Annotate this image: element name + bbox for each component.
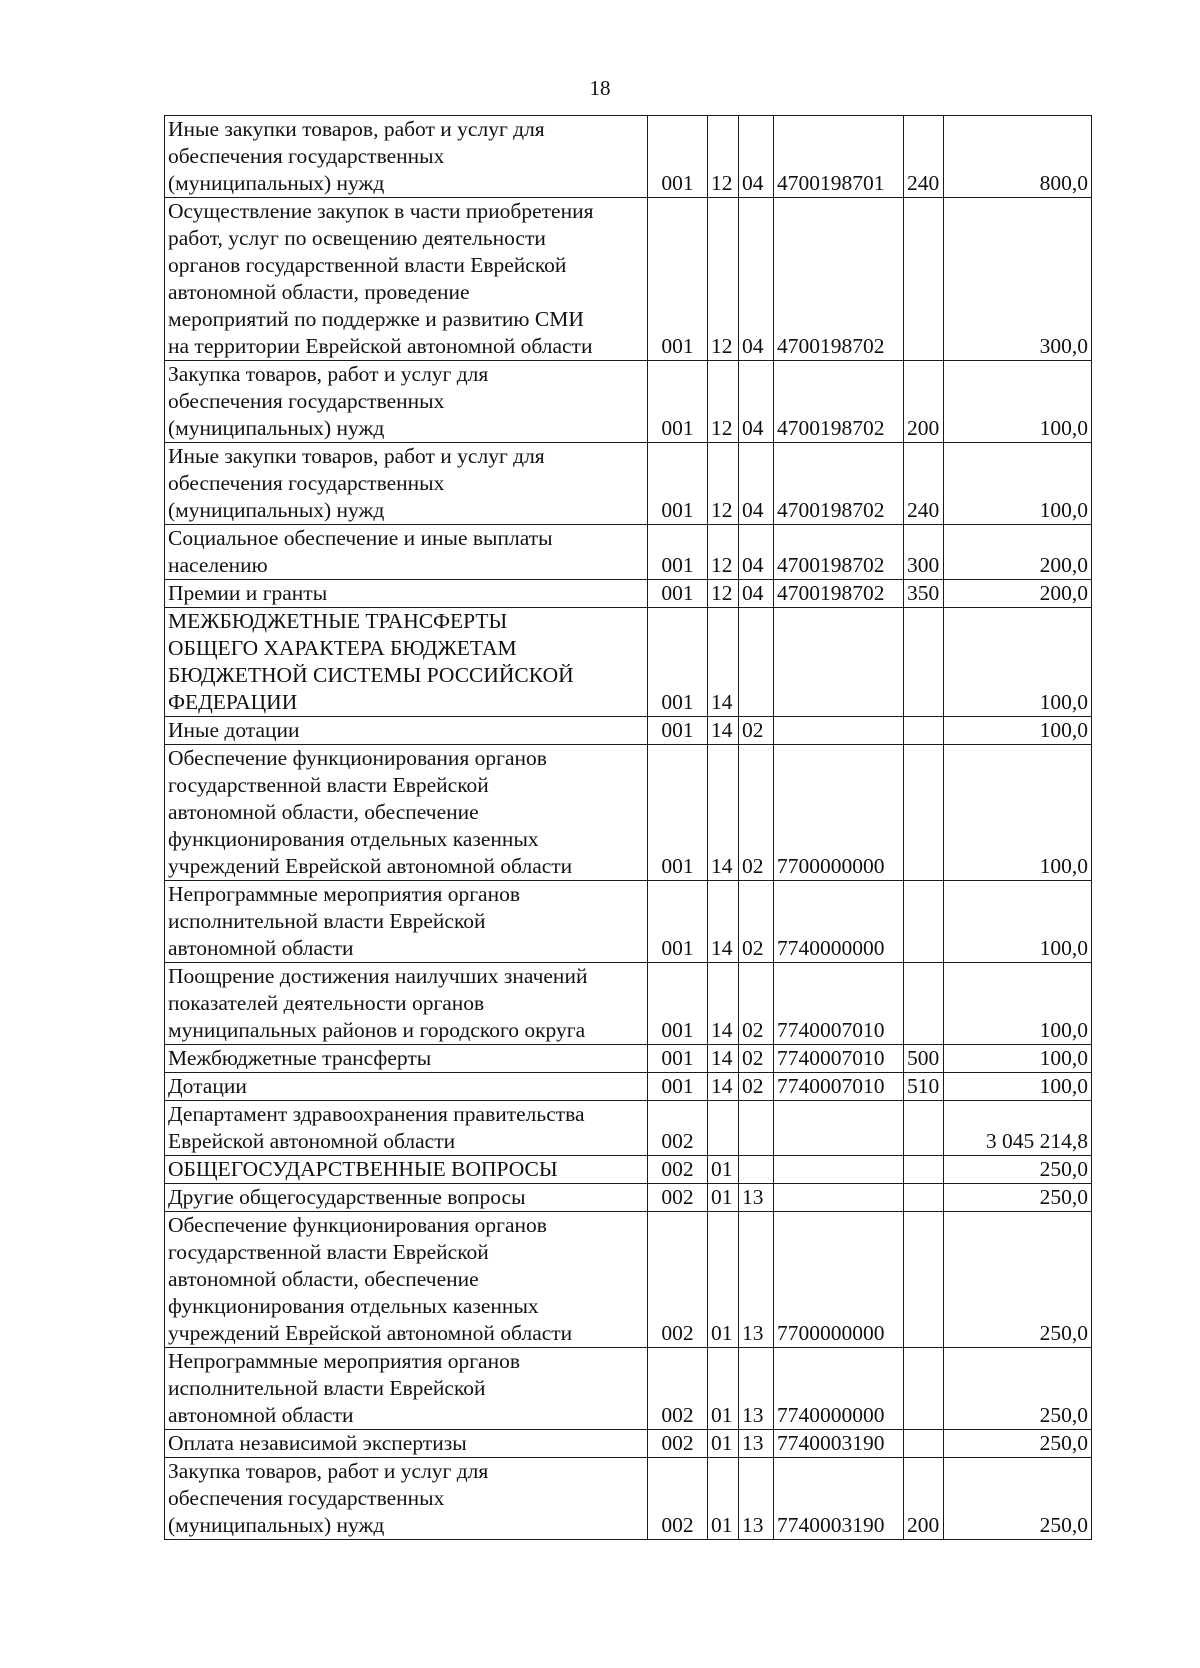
table-row bbox=[165, 1184, 1092, 1212]
cell-code: 001 bbox=[648, 963, 708, 1045]
cell-expense-type: 500 bbox=[904, 1045, 944, 1073]
cell-name-line: автономной области, обеспечение bbox=[168, 1267, 479, 1291]
cell-target-article: 7740000000 bbox=[774, 881, 904, 963]
cell-code: 001 bbox=[648, 881, 708, 963]
cell-target-article bbox=[774, 608, 904, 717]
cell-subsection: 04 bbox=[739, 198, 774, 361]
cell-expense-type bbox=[904, 198, 944, 361]
cell-amount: 250,0 bbox=[944, 1184, 1092, 1212]
cell-name bbox=[165, 1156, 648, 1184]
cell-target-article: 4700198702 bbox=[774, 525, 904, 580]
cell-section: 01 bbox=[708, 1430, 739, 1458]
cell-name-line: Поощрение достижения наилучших значений bbox=[168, 964, 588, 988]
cell-subsection: 13 bbox=[739, 1184, 774, 1212]
cell-name bbox=[165, 361, 648, 443]
cell-section: 12 bbox=[708, 580, 739, 608]
cell-name-line: мероприятий по поддержке и развитию СМИ bbox=[168, 307, 584, 331]
cell-section: 12 bbox=[708, 361, 739, 443]
cell-name-line: БЮДЖЕТНОЙ СИСТЕМЫ РОССИЙСКОЙ bbox=[168, 663, 574, 687]
cell-code: 002 bbox=[648, 1430, 708, 1458]
cell-expense-type bbox=[904, 1156, 944, 1184]
table-row bbox=[165, 608, 1092, 717]
cell-amount: 100,0 bbox=[944, 443, 1092, 525]
cell-name bbox=[165, 745, 648, 881]
table-row bbox=[165, 1156, 1092, 1184]
cell-name-line: Департамент здравоохранения правительства bbox=[168, 1102, 585, 1126]
cell-code: 002 bbox=[648, 1101, 708, 1156]
cell-expense-type: 240 bbox=[904, 443, 944, 525]
cell-section: 12 bbox=[708, 116, 739, 198]
cell-name-line: Межбюджетные трансферты bbox=[168, 1046, 432, 1070]
cell-expense-type bbox=[904, 1348, 944, 1430]
cell-target-article: 7740003190 bbox=[774, 1430, 904, 1458]
cell-name-line: Дотации bbox=[168, 1074, 247, 1098]
cell-amount: 100,0 bbox=[944, 717, 1092, 745]
cell-name bbox=[165, 116, 648, 198]
cell-subsection: 02 bbox=[739, 745, 774, 881]
cell-subsection: 04 bbox=[739, 443, 774, 525]
cell-code: 001 bbox=[648, 745, 708, 881]
cell-expense-type bbox=[904, 608, 944, 717]
cell-expense-type: 240 bbox=[904, 116, 944, 198]
cell-subsection: 02 bbox=[739, 1045, 774, 1073]
cell-name bbox=[165, 443, 648, 525]
cell-target-article: 4700198702 bbox=[774, 443, 904, 525]
cell-code: 001 bbox=[648, 116, 708, 198]
cell-amount: 100,0 bbox=[944, 881, 1092, 963]
cell-name-line: Закупка товаров, работ и услуг для bbox=[168, 1459, 489, 1483]
cell-name-line: на территории Еврейской автономной области bbox=[168, 334, 593, 358]
table-row bbox=[165, 745, 1092, 881]
cell-name bbox=[165, 1073, 648, 1101]
cell-section: 12 bbox=[708, 198, 739, 361]
cell-amount: 100,0 bbox=[944, 1073, 1092, 1101]
cell-code: 001 bbox=[648, 717, 708, 745]
cell-target-article bbox=[774, 717, 904, 745]
cell-name bbox=[165, 1101, 648, 1156]
cell-subsection: 04 bbox=[739, 525, 774, 580]
cell-expense-type: 200 bbox=[904, 1458, 944, 1540]
cell-name bbox=[165, 1184, 648, 1212]
cell-amount: 100,0 bbox=[944, 608, 1092, 717]
cell-code: 001 bbox=[648, 1073, 708, 1101]
table-row bbox=[165, 881, 1092, 963]
cell-subsection: 13 bbox=[739, 1458, 774, 1540]
cell-amount: 100,0 bbox=[944, 1045, 1092, 1073]
cell-target-article: 7700000000 bbox=[774, 1212, 904, 1348]
cell-code: 001 bbox=[648, 198, 708, 361]
cell-name bbox=[165, 1430, 648, 1458]
cell-section: 01 bbox=[708, 1458, 739, 1540]
cell-amount: 100,0 bbox=[944, 963, 1092, 1045]
cell-name bbox=[165, 198, 648, 361]
table-row bbox=[165, 361, 1092, 443]
cell-name-line: автономной области bbox=[168, 1403, 354, 1427]
cell-subsection: 02 bbox=[739, 963, 774, 1045]
cell-name-line: МЕЖБЮДЖЕТНЫЕ ТРАНСФЕРТЫ bbox=[168, 609, 508, 633]
table-row bbox=[165, 116, 1092, 198]
cell-subsection: 04 bbox=[739, 580, 774, 608]
cell-name-line: учреждений Еврейской автономной области bbox=[168, 854, 573, 878]
cell-section: 01 bbox=[708, 1348, 739, 1430]
cell-name-line: работ, услуг по освещению деятельности bbox=[168, 226, 546, 250]
cell-expense-type bbox=[904, 963, 944, 1045]
cell-expense-type: 200 bbox=[904, 361, 944, 443]
cell-section: 14 bbox=[708, 1073, 739, 1101]
cell-name-line: ФЕДЕРАЦИИ bbox=[168, 690, 298, 714]
cell-subsection: 02 bbox=[739, 1073, 774, 1101]
cell-target-article: 4700198702 bbox=[774, 198, 904, 361]
cell-name-line: населению bbox=[168, 553, 268, 577]
cell-amount: 3 045 214,8 bbox=[944, 1101, 1092, 1156]
cell-amount: 800,0 bbox=[944, 116, 1092, 198]
cell-target-article: 7740007010 bbox=[774, 1073, 904, 1101]
cell-target-article bbox=[774, 1184, 904, 1212]
cell-subsection: 02 bbox=[739, 717, 774, 745]
cell-name-line: Оплата независимой экспертизы bbox=[168, 1431, 467, 1455]
cell-expense-type: 510 bbox=[904, 1073, 944, 1101]
cell-name-line: государственной власти Еврейской bbox=[168, 773, 489, 797]
cell-amount: 250,0 bbox=[944, 1156, 1092, 1184]
cell-amount: 250,0 bbox=[944, 1430, 1092, 1458]
cell-target-article: 7740003190 bbox=[774, 1458, 904, 1540]
cell-section bbox=[708, 1101, 739, 1156]
cell-name-line: Обеспечение функционирования органов bbox=[168, 746, 547, 770]
cell-section: 12 bbox=[708, 443, 739, 525]
cell-name-line: органов государственной власти Еврейской bbox=[168, 253, 567, 277]
cell-name-line: Социальное обеспечение и иные выплаты bbox=[168, 526, 553, 550]
table-row bbox=[165, 1101, 1092, 1156]
cell-name-line: государственной власти Еврейской bbox=[168, 1240, 489, 1264]
cell-name-line: обеспечения государственных bbox=[168, 389, 445, 413]
cell-code: 002 bbox=[648, 1156, 708, 1184]
cell-target-article: 4700198702 bbox=[774, 361, 904, 443]
cell-expense-type bbox=[904, 1184, 944, 1212]
cell-subsection: 04 bbox=[739, 116, 774, 198]
table-row bbox=[165, 443, 1092, 525]
table-row bbox=[165, 198, 1092, 361]
cell-target-article: 7740007010 bbox=[774, 963, 904, 1045]
cell-name bbox=[165, 881, 648, 963]
cell-name-line: Другие общегосударственные вопросы bbox=[168, 1185, 526, 1209]
cell-subsection: 04 bbox=[739, 361, 774, 443]
cell-section: 01 bbox=[708, 1156, 739, 1184]
cell-amount: 250,0 bbox=[944, 1348, 1092, 1430]
cell-section: 14 bbox=[708, 1045, 739, 1073]
cell-name-line: ОБЩЕГОСУДАРСТВЕННЫЕ ВОПРОСЫ bbox=[168, 1157, 558, 1181]
cell-amount: 250,0 bbox=[944, 1458, 1092, 1540]
cell-section: 01 bbox=[708, 1212, 739, 1348]
cell-expense-type bbox=[904, 1430, 944, 1458]
cell-name-line: обеспечения государственных bbox=[168, 471, 445, 495]
cell-name-line: функционирования отдельных казенных bbox=[168, 1294, 539, 1318]
cell-name bbox=[165, 1458, 648, 1540]
cell-code: 001 bbox=[648, 361, 708, 443]
cell-section: 14 bbox=[708, 745, 739, 881]
cell-name-line: Непрограммные мероприятия органов bbox=[168, 882, 520, 906]
cell-subsection bbox=[739, 1156, 774, 1184]
cell-subsection bbox=[739, 608, 774, 717]
cell-name-line: Премии и гранты bbox=[168, 581, 328, 605]
cell-name-line: исполнительной власти Еврейской bbox=[168, 1376, 486, 1400]
cell-name bbox=[165, 525, 648, 580]
cell-amount: 100,0 bbox=[944, 361, 1092, 443]
cell-name bbox=[165, 1045, 648, 1073]
cell-name-line: учреждений Еврейской автономной области bbox=[168, 1321, 573, 1345]
cell-name bbox=[165, 1348, 648, 1430]
cell-section: 01 bbox=[708, 1184, 739, 1212]
cell-subsection: 02 bbox=[739, 881, 774, 963]
cell-name-line: Закупка товаров, работ и услуг для bbox=[168, 362, 489, 386]
table-row bbox=[165, 1212, 1092, 1348]
cell-name-line: (муниципальных) нужд bbox=[168, 498, 385, 522]
cell-code: 001 bbox=[648, 525, 708, 580]
cell-code: 001 bbox=[648, 1045, 708, 1073]
cell-name-line: функционирования отдельных казенных bbox=[168, 827, 539, 851]
cell-target-article: 7740007010 bbox=[774, 1045, 904, 1073]
page-number: 18 bbox=[589, 76, 611, 100]
cell-subsection: 13 bbox=[739, 1212, 774, 1348]
cell-expense-type bbox=[904, 717, 944, 745]
cell-amount: 200,0 bbox=[944, 525, 1092, 580]
cell-target-article: 7740000000 bbox=[774, 1348, 904, 1430]
cell-name-line: исполнительной власти Еврейской bbox=[168, 909, 486, 933]
cell-section: 14 bbox=[708, 717, 739, 745]
cell-name bbox=[165, 608, 648, 717]
table-row bbox=[165, 717, 1092, 745]
cell-amount: 100,0 bbox=[944, 745, 1092, 881]
cell-name bbox=[165, 717, 648, 745]
cell-name-line: Иные закупки товаров, работ и услуг для bbox=[168, 117, 545, 141]
cell-name-line: Иные дотации bbox=[168, 718, 300, 742]
cell-name-line: Осуществление закупок в части приобретения bbox=[168, 199, 594, 223]
cell-expense-type bbox=[904, 1101, 944, 1156]
table-row bbox=[165, 1073, 1092, 1101]
table-row bbox=[165, 1348, 1092, 1430]
cell-amount: 200,0 bbox=[944, 580, 1092, 608]
cell-amount: 300,0 bbox=[944, 198, 1092, 361]
cell-target-article: 4700198701 bbox=[774, 116, 904, 198]
cell-name-line: автономной области bbox=[168, 936, 354, 960]
cell-name-line: (муниципальных) нужд bbox=[168, 1513, 385, 1537]
cell-name-line: муниципальных районов и городского округа bbox=[168, 1018, 586, 1042]
cell-expense-type bbox=[904, 881, 944, 963]
cell-code: 002 bbox=[648, 1184, 708, 1212]
cell-name-line: Еврейской автономной области bbox=[168, 1129, 456, 1153]
cell-section: 12 bbox=[708, 525, 739, 580]
cell-name-line: Обеспечение функционирования органов bbox=[168, 1213, 547, 1237]
cell-code: 002 bbox=[648, 1348, 708, 1430]
cell-name-line: автономной области, проведение bbox=[168, 280, 470, 304]
cell-target-article bbox=[774, 1156, 904, 1184]
cell-name-line: показателей деятельности органов bbox=[168, 991, 485, 1015]
cell-name-line: Непрограммные мероприятия органов bbox=[168, 1349, 520, 1373]
cell-expense-type bbox=[904, 1212, 944, 1348]
cell-name bbox=[165, 580, 648, 608]
cell-code: 002 bbox=[648, 1458, 708, 1540]
table-row bbox=[165, 580, 1092, 608]
table-row bbox=[165, 525, 1092, 580]
cell-code: 001 bbox=[648, 443, 708, 525]
cell-name bbox=[165, 1212, 648, 1348]
table-row bbox=[165, 1430, 1092, 1458]
cell-code: 001 bbox=[648, 580, 708, 608]
cell-code: 001 bbox=[648, 608, 708, 717]
cell-target-article: 7700000000 bbox=[774, 745, 904, 881]
cell-target-article: 4700198702 bbox=[774, 580, 904, 608]
cell-subsection bbox=[739, 1101, 774, 1156]
cell-name bbox=[165, 963, 648, 1045]
cell-subsection: 13 bbox=[739, 1348, 774, 1430]
cell-name-line: (муниципальных) нужд bbox=[168, 416, 385, 440]
cell-name-line: ОБЩЕГО ХАРАКТЕРА БЮДЖЕТАМ bbox=[168, 636, 517, 660]
budget-table bbox=[164, 115, 1092, 1540]
cell-section: 14 bbox=[708, 963, 739, 1045]
cell-name-line: Иные закупки товаров, работ и услуг для bbox=[168, 444, 545, 468]
table-row bbox=[165, 1045, 1092, 1073]
cell-name-line: обеспечения государственных bbox=[168, 1486, 445, 1510]
cell-expense-type: 350 bbox=[904, 580, 944, 608]
cell-amount: 250,0 bbox=[944, 1212, 1092, 1348]
cell-section: 14 bbox=[708, 608, 739, 717]
cell-subsection: 13 bbox=[739, 1430, 774, 1458]
cell-name-line: (муниципальных) нужд bbox=[168, 171, 385, 195]
cell-expense-type bbox=[904, 745, 944, 881]
cell-target-article bbox=[774, 1101, 904, 1156]
cell-name-line: автономной области, обеспечение bbox=[168, 800, 479, 824]
cell-expense-type: 300 bbox=[904, 525, 944, 580]
table-row bbox=[165, 1458, 1092, 1540]
table-row bbox=[165, 963, 1092, 1045]
cell-code: 002 bbox=[648, 1212, 708, 1348]
cell-name-line: обеспечения государственных bbox=[168, 144, 445, 168]
cell-section: 14 bbox=[708, 881, 739, 963]
